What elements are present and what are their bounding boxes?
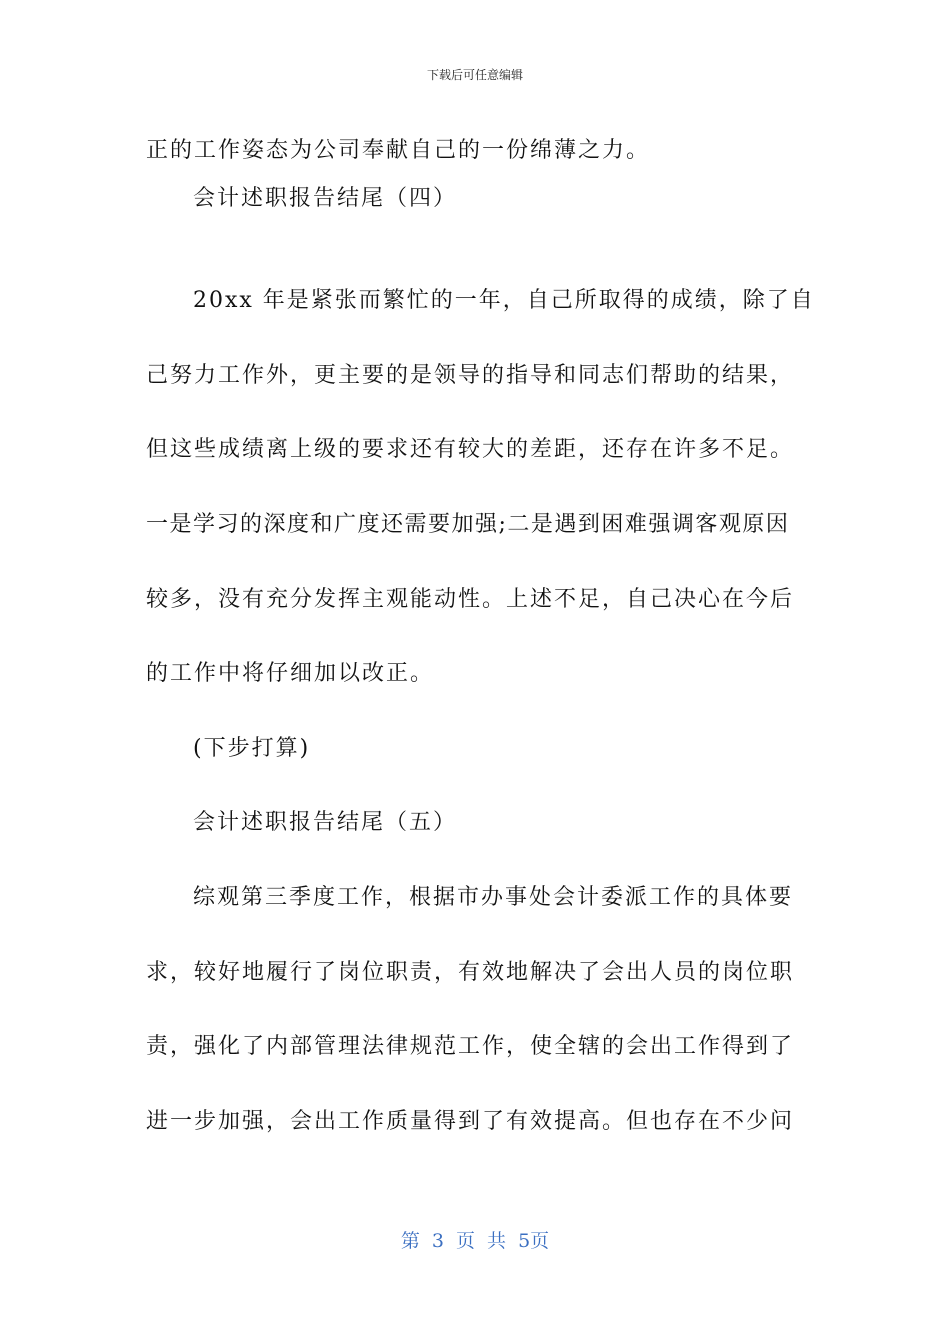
text-line-1: 正的工作姿态为公司奉献自己的一份绵薄之力。 (146, 138, 651, 163)
page-header: 下载后可任意编辑 (426, 68, 523, 82)
text-line-8: 的工作中将仔细加以改正。 (146, 661, 435, 686)
text-line-4: 己努力工作外，更主要的是领导的指导和同志们帮助的结果， (146, 363, 795, 388)
page-footer: 第 3 页 共 5页 (400, 1230, 550, 1252)
section-heading-4: 会计述职报告结尾（四） (193, 186, 458, 211)
text-line-6: 一是学习的深度和广度还需要加强;二是遇到困难强调客观原因 (146, 512, 790, 537)
text-line-14: 进一步加强，会出工作质量得到了有效提高。但也存在不少问 (146, 1109, 795, 1134)
text-line-11: 综观第三季度工作，根据市办事处会计委派工作的具体要 (193, 885, 794, 910)
next-steps-label: (下步打算) (193, 736, 311, 761)
text-line-13: 责，强化了内部管理法律规范工作，使全辖的会出工作得到了 (146, 1034, 795, 1059)
section-heading-5: 会计述职报告结尾（五） (193, 810, 458, 835)
text-line-7: 较多，没有充分发挥主观能动性。上述不足，自己决心在今后 (146, 587, 795, 612)
text-line-5: 但这些成绩离上级的要求还有较大的差距，还存在许多不足。 (146, 437, 795, 462)
text-line-12: 求，较好地履行了岗位职责，有效地解决了会出人员的岗位职 (146, 960, 795, 985)
text-line-3: 20xx 年是紧张而繁忙的一年，自己所取得的成绩，除了自 (193, 288, 815, 313)
